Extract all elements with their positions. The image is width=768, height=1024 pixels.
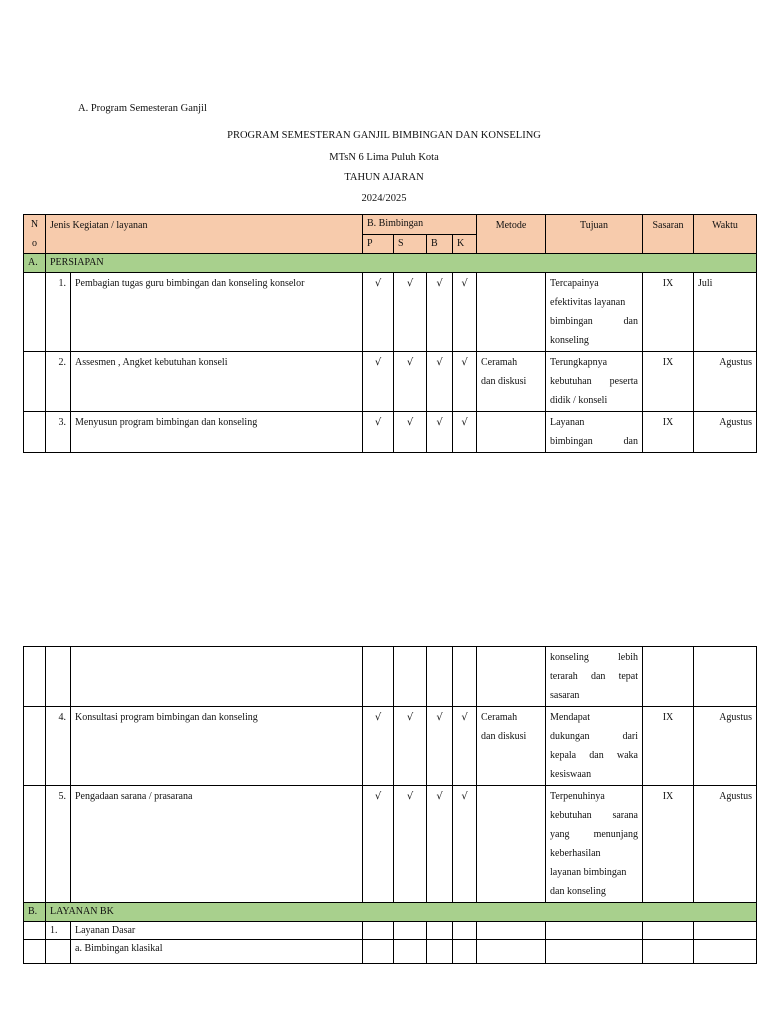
section-row-persiapan bbox=[24, 254, 757, 273]
check-p: √ bbox=[363, 786, 394, 903]
section-row-layanan-bk bbox=[24, 903, 757, 922]
goal-cell: konseling lebih terarah dan tepat sasaran bbox=[546, 647, 643, 707]
activity-cell: Layanan Dasar bbox=[71, 922, 363, 940]
activity-cell: a. Bimbingan klasikal bbox=[71, 940, 363, 964]
check-p: √ bbox=[363, 273, 394, 352]
row-number: 1. bbox=[46, 922, 71, 940]
section-number: A. bbox=[24, 254, 46, 273]
col-bimbingan-header: B. Bimbingan bbox=[363, 215, 477, 235]
table-row bbox=[24, 352, 757, 412]
goal-cell: Layanan bimbingan dan bbox=[546, 412, 643, 453]
activity-cell: Menyusun program bimbingan dan konseling bbox=[71, 412, 363, 453]
section-number: B. bbox=[24, 903, 46, 922]
check-p: √ bbox=[363, 412, 394, 453]
section-label: LAYANAN BK bbox=[46, 903, 757, 922]
check-p: √ bbox=[363, 352, 394, 412]
check-k: √ bbox=[453, 707, 477, 786]
check-s: √ bbox=[394, 352, 427, 412]
col-no-header: N o bbox=[24, 215, 46, 254]
check-s: √ bbox=[394, 273, 427, 352]
table-row bbox=[24, 707, 757, 786]
goal-cell: Terpenuhinya kebutuhan sarana yang menunjang keberhasilan layanan bimbingan dan konseling bbox=[546, 786, 643, 903]
check-s: √ bbox=[394, 707, 427, 786]
check-k: √ bbox=[453, 412, 477, 453]
col-s-header: S bbox=[394, 234, 427, 254]
row-number: 4. bbox=[46, 707, 71, 786]
goal-cell: Tercapainya efektivitas layanan bimbingan dan konseling bbox=[546, 273, 643, 352]
target-cell: IX bbox=[643, 352, 694, 412]
col-metode-header: Metode bbox=[477, 215, 546, 254]
time-cell: Agustus bbox=[694, 352, 757, 412]
check-k: √ bbox=[453, 352, 477, 412]
col-b-header: B bbox=[427, 234, 453, 254]
check-b: √ bbox=[427, 412, 453, 453]
program-table-page-1 bbox=[23, 214, 757, 453]
activity-cell: Konsultasi program bimbingan dan konseling bbox=[71, 707, 363, 786]
time-cell: Agustus bbox=[694, 707, 757, 786]
col-jenis-header: Jenis Kegiatan / layanan bbox=[46, 215, 363, 254]
method-cell bbox=[477, 273, 546, 352]
check-s: √ bbox=[394, 412, 427, 453]
table-row bbox=[24, 940, 757, 964]
col-k-header: K bbox=[453, 234, 477, 254]
method-cell bbox=[477, 412, 546, 453]
check-b: √ bbox=[427, 273, 453, 352]
method-cell: Ceramah dan diskusi bbox=[477, 352, 546, 412]
target-cell: IX bbox=[643, 707, 694, 786]
row-number: 5. bbox=[46, 786, 71, 903]
check-p: √ bbox=[363, 707, 394, 786]
table-row bbox=[24, 273, 757, 352]
check-k: √ bbox=[453, 786, 477, 903]
table-row bbox=[24, 786, 757, 903]
academic-year: 2024/2025 bbox=[361, 193, 407, 204]
col-sasaran-header: Sasaran bbox=[643, 215, 694, 254]
goal-cell: Terungkapnya kebutuhan peserta didik / konseli bbox=[546, 352, 643, 412]
check-b: √ bbox=[427, 352, 453, 412]
table-header-row bbox=[24, 215, 757, 235]
section-label: PERSIAPAN bbox=[46, 254, 757, 273]
activity-cell: Pengadaan sarana / prasarana bbox=[71, 786, 363, 903]
activity-cell: Pembagian tugas guru bimbingan dan konseling konselor bbox=[71, 273, 363, 352]
school-name: MTsN 6 Lima Puluh Kota bbox=[329, 152, 439, 163]
goal-cell: Mendapat dukungan dari kepala dan waka kesiswaan bbox=[546, 707, 643, 786]
method-cell bbox=[477, 786, 546, 903]
row-number: 1. bbox=[46, 273, 71, 352]
table-row-continued bbox=[24, 647, 757, 707]
check-k: √ bbox=[453, 273, 477, 352]
col-p-header: P bbox=[363, 234, 394, 254]
table-row bbox=[24, 412, 757, 453]
method-cell: Ceramah dan diskusi bbox=[477, 707, 546, 786]
check-s: √ bbox=[394, 786, 427, 903]
target-cell: IX bbox=[643, 786, 694, 903]
time-cell: Agustus bbox=[694, 412, 757, 453]
check-b: √ bbox=[427, 786, 453, 903]
academic-year-label: TAHUN AJARAN bbox=[344, 172, 424, 183]
time-cell: Agustus bbox=[694, 786, 757, 903]
activity-cell: Assesmen , Angket kebutuhan konseli bbox=[71, 352, 363, 412]
row-number: 3. bbox=[46, 412, 71, 453]
target-cell: IX bbox=[643, 273, 694, 352]
col-tujuan-header: Tujuan bbox=[546, 215, 643, 254]
program-table-page-2 bbox=[23, 646, 757, 964]
check-b: √ bbox=[427, 707, 453, 786]
section-heading: A. Program Semesteran Ganjil bbox=[78, 103, 207, 114]
col-waktu-header: Waktu bbox=[694, 215, 757, 254]
table-row bbox=[24, 922, 757, 940]
row-number: 2. bbox=[46, 352, 71, 412]
target-cell: IX bbox=[643, 412, 694, 453]
document-title: PROGRAM SEMESTERAN GANJIL BIMBINGAN DAN KONSELING bbox=[227, 130, 541, 141]
time-cell: Juli bbox=[694, 273, 757, 352]
